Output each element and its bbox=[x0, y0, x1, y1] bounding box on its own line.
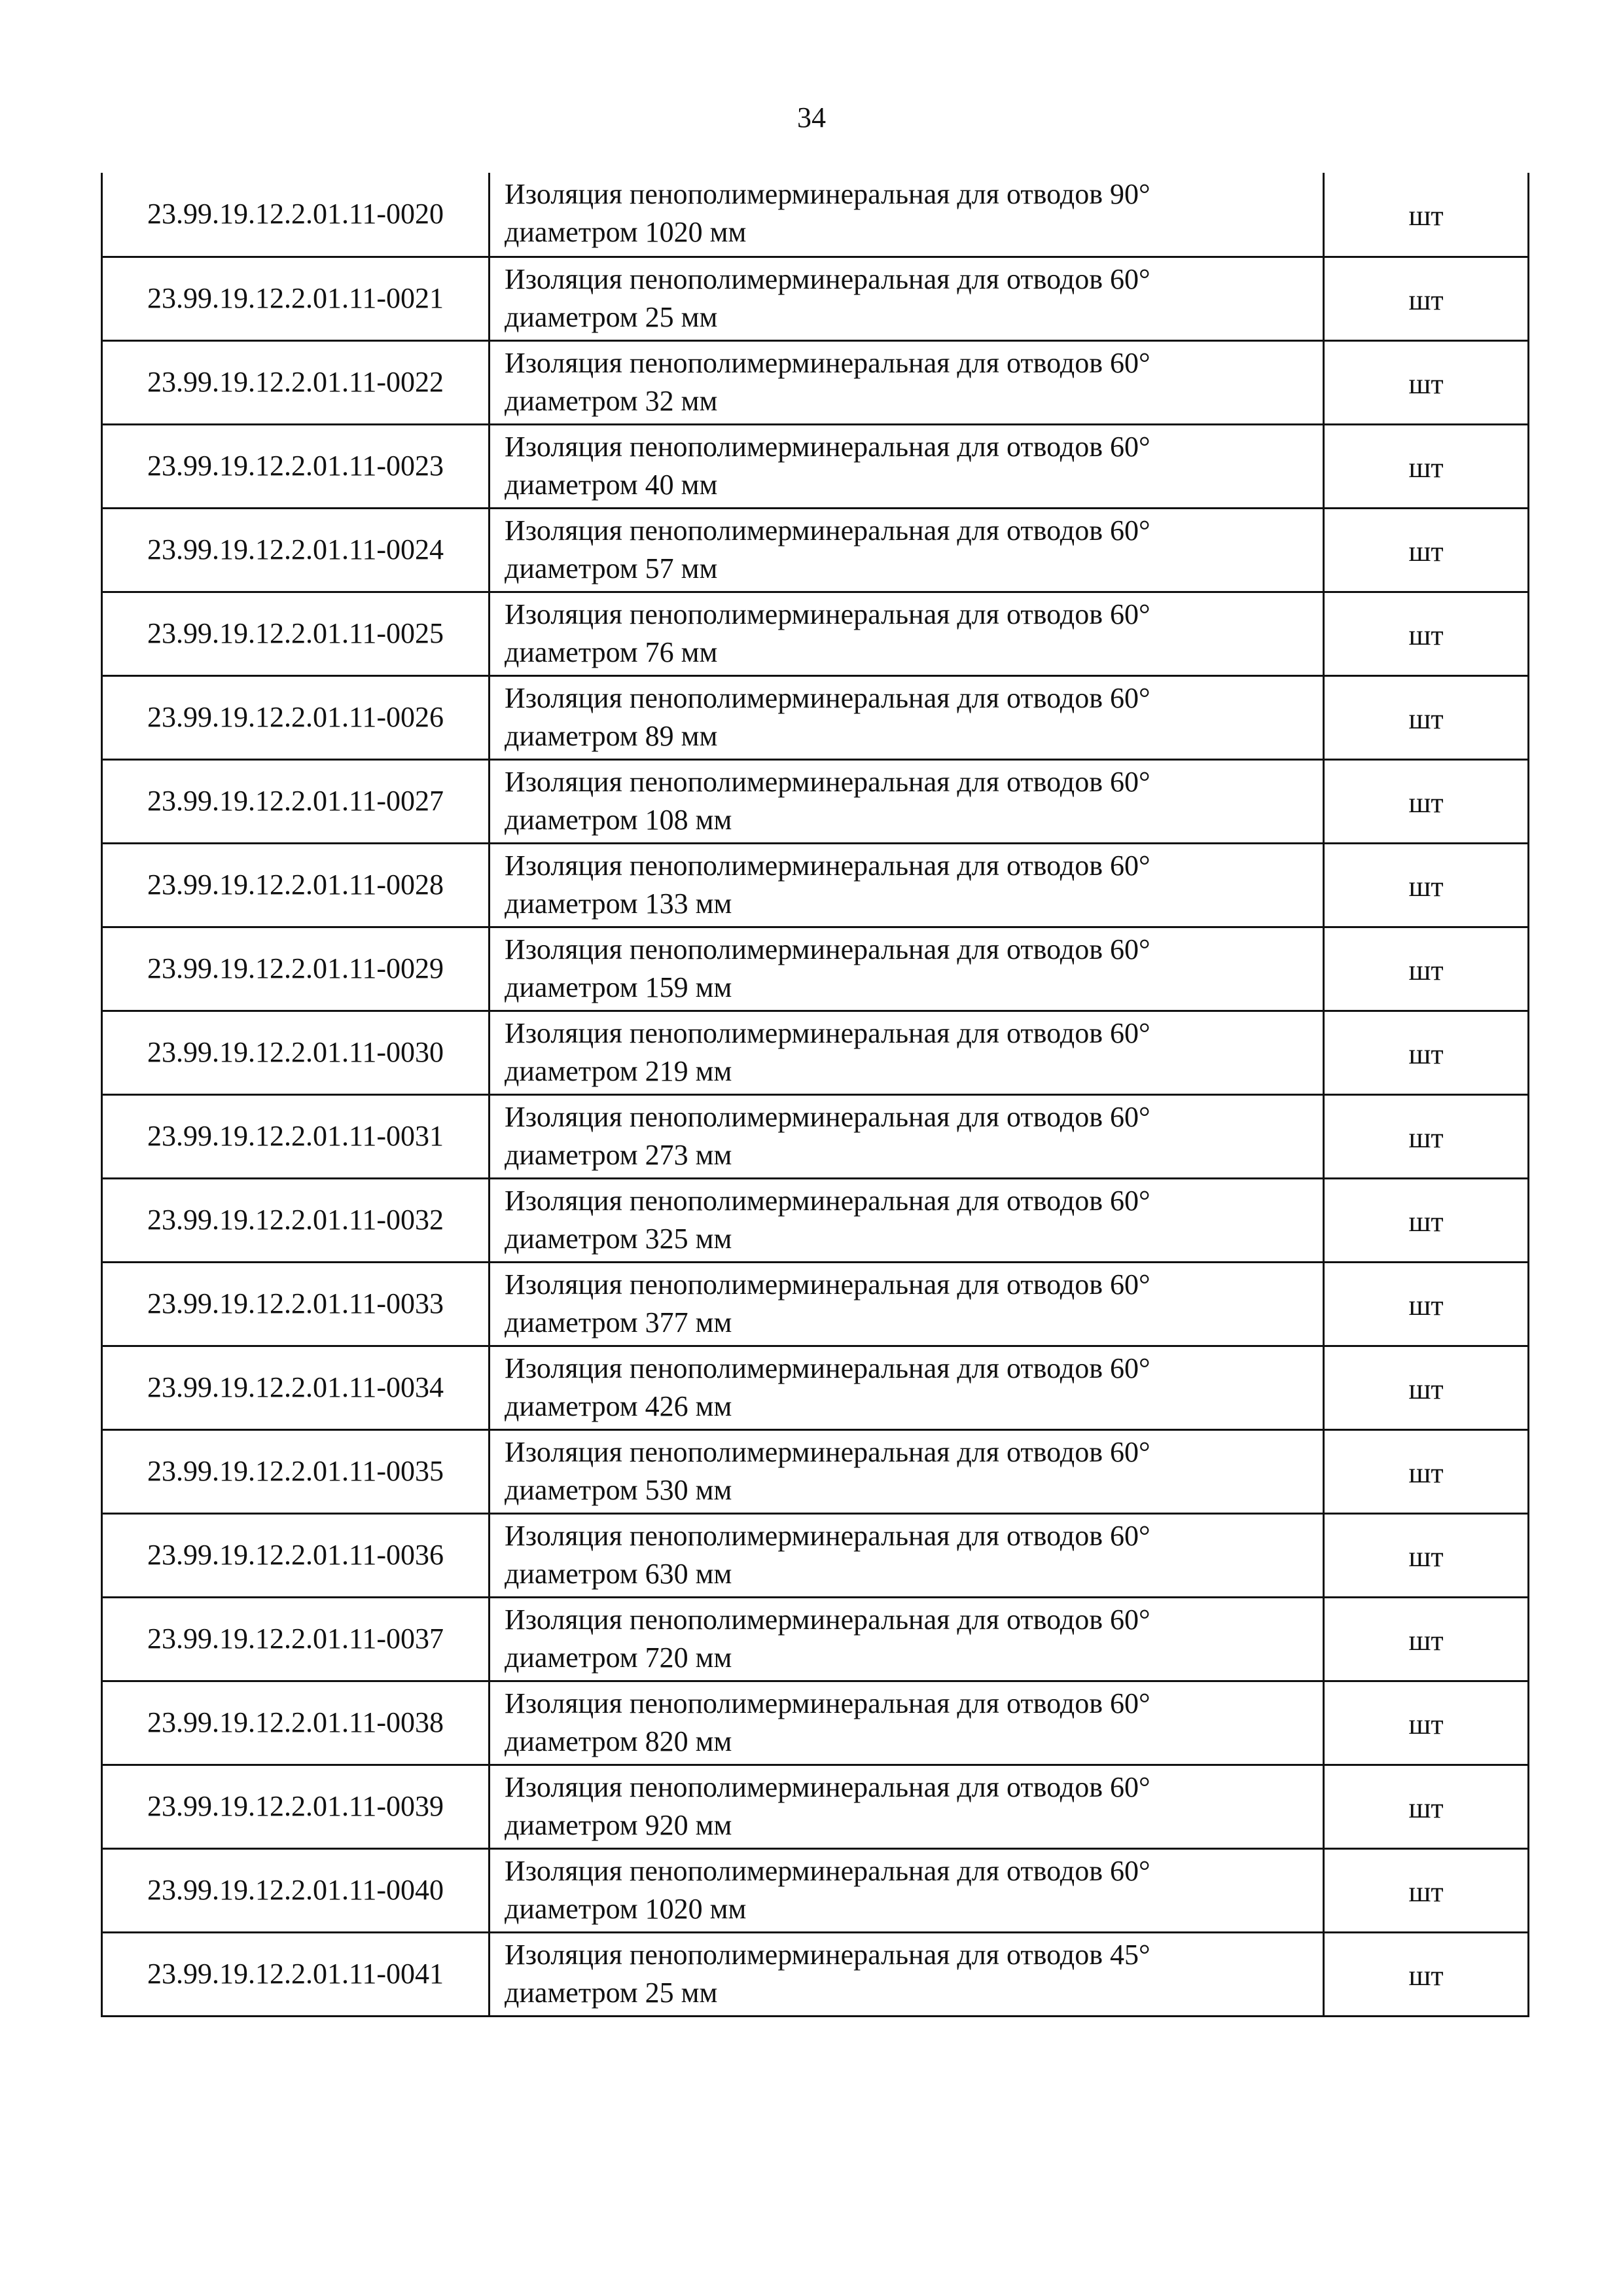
resource-code-cell: 23.99.19.12.2.01.11-0023 bbox=[102, 424, 490, 508]
resource-name-line-2: диаметром 25 мм bbox=[505, 1976, 718, 2009]
resource-name-line-1: Изоляция пенополимерминеральная для отводов 60° bbox=[505, 849, 1150, 882]
unit-cell: шт bbox=[1324, 1346, 1529, 1429]
resource-name-line-1: Изоляция пенополимерминеральная для отводов 60° bbox=[505, 1352, 1150, 1384]
table-body bbox=[102, 173, 1529, 2016]
resource-name-line-1: Изоляция пенополимерминеральная для отводов 90° bbox=[505, 178, 1150, 210]
resource-code-cell: 23.99.19.12.2.01.11-0020 bbox=[102, 173, 490, 257]
table-row bbox=[102, 257, 1529, 340]
table-row bbox=[102, 508, 1529, 592]
resource-name-line-1: Изоляция пенополимерминеральная для отводов 60° bbox=[505, 1268, 1150, 1300]
unit-cell: шт bbox=[1324, 1094, 1529, 1178]
resource-name-line-1: Изоляция пенополимерминеральная для отводов 60° bbox=[505, 1519, 1150, 1552]
resource-name-line-1: Изоляция пенополимерминеральная для отводов 60° bbox=[505, 1100, 1150, 1133]
resource-name-line-1: Изоляция пенополимерминеральная для отводов 60° bbox=[505, 346, 1150, 379]
unit-cell: шт bbox=[1324, 759, 1529, 843]
resource-code-cell: 23.99.19.12.2.01.11-0021 bbox=[102, 257, 490, 340]
table-row bbox=[102, 592, 1529, 675]
resource-name-cell bbox=[490, 1178, 1324, 1262]
table-row bbox=[102, 675, 1529, 759]
resource-name-line-1: Изоляция пенополимерминеральная для отводов 60° bbox=[505, 262, 1150, 295]
resource-name-cell bbox=[490, 1765, 1324, 1848]
resource-name-cell bbox=[490, 173, 1324, 257]
resource-name-line-2: диаметром 108 мм bbox=[505, 803, 732, 836]
resource-name-line-2: диаметром 820 мм bbox=[505, 1725, 732, 1757]
resource-code-cell: 23.99.19.12.2.01.11-0037 bbox=[102, 1597, 490, 1681]
table-row bbox=[102, 1597, 1529, 1681]
resource-name-line-1: Изоляция пенополимерминеральная для отводов 60° bbox=[505, 1603, 1150, 1636]
resource-name-line-1: Изоляция пенополимерминеральная для отводов 60° bbox=[505, 514, 1150, 547]
resource-name-line-1: Изоляция пенополимерминеральная для отводов 45° bbox=[505, 1938, 1150, 1971]
resource-code-cell: 23.99.19.12.2.01.11-0038 bbox=[102, 1681, 490, 1765]
unit-cell: шт bbox=[1324, 1178, 1529, 1262]
resource-name-line-1: Изоляция пенополимерминеральная для отводов 60° bbox=[505, 681, 1150, 714]
unit-cell: шт bbox=[1324, 1429, 1529, 1513]
resource-name-cell bbox=[490, 592, 1324, 675]
table-row bbox=[102, 1178, 1529, 1262]
resource-name-line-2: диаметром 920 мм bbox=[505, 1808, 732, 1841]
resource-name-line-1: Изоляция пенополимерминеральная для отводов 60° bbox=[505, 765, 1150, 798]
resource-name-line-1: Изоляция пенополимерминеральная для отводов 60° bbox=[505, 933, 1150, 965]
resource-name-cell bbox=[490, 1597, 1324, 1681]
resource-name-cell bbox=[490, 257, 1324, 340]
unit-cell: шт bbox=[1324, 173, 1529, 257]
resource-code-cell: 23.99.19.12.2.01.11-0035 bbox=[102, 1429, 490, 1513]
resource-name-line-2: диаметром 720 мм bbox=[505, 1641, 732, 1674]
table-row bbox=[102, 1513, 1529, 1597]
resource-name-line-2: диаметром 76 мм bbox=[505, 636, 718, 668]
resource-name-line-1: Изоляция пенополимерминеральная для отводов 60° bbox=[505, 1184, 1150, 1217]
resource-name-line-2: диаметром 219 мм bbox=[505, 1054, 732, 1087]
resource-table bbox=[101, 173, 1529, 2017]
table-row bbox=[102, 1346, 1529, 1429]
resource-name-line-1: Изоляция пенополимерминеральная для отводов 60° bbox=[505, 598, 1150, 630]
resource-name-cell bbox=[490, 1011, 1324, 1094]
table-row bbox=[102, 927, 1529, 1011]
unit-cell: шт bbox=[1324, 508, 1529, 592]
resource-code-cell: 23.99.19.12.2.01.11-0033 bbox=[102, 1262, 490, 1346]
resource-name-cell bbox=[490, 1094, 1324, 1178]
resource-name-cell bbox=[490, 927, 1324, 1011]
unit-cell: шт bbox=[1324, 1011, 1529, 1094]
resource-code-cell: 23.99.19.12.2.01.11-0031 bbox=[102, 1094, 490, 1178]
table-row bbox=[102, 1011, 1529, 1094]
resource-code-cell: 23.99.19.12.2.01.11-0024 bbox=[102, 508, 490, 592]
resource-name-cell bbox=[490, 340, 1324, 424]
table-row bbox=[102, 759, 1529, 843]
unit-cell: шт bbox=[1324, 257, 1529, 340]
resource-name-cell bbox=[490, 843, 1324, 927]
resource-name-cell bbox=[490, 1429, 1324, 1513]
resource-code-cell: 23.99.19.12.2.01.11-0039 bbox=[102, 1765, 490, 1848]
resource-name-line-2: диаметром 377 мм bbox=[505, 1306, 732, 1338]
resource-name-line-2: диаметром 133 мм bbox=[505, 887, 732, 920]
table-row bbox=[102, 1681, 1529, 1765]
resource-name-line-2: диаметром 57 мм bbox=[505, 552, 718, 584]
resource-name-cell bbox=[490, 424, 1324, 508]
unit-cell: шт bbox=[1324, 1681, 1529, 1765]
resource-name-line-2: диаметром 530 мм bbox=[505, 1473, 732, 1506]
resource-name-cell bbox=[490, 675, 1324, 759]
resource-name-line-1: Изоляция пенополимерминеральная для отводов 60° bbox=[505, 1854, 1150, 1887]
resource-name-cell bbox=[490, 1932, 1324, 2016]
resource-code-cell: 23.99.19.12.2.01.11-0028 bbox=[102, 843, 490, 927]
resource-name-line-2: диаметром 159 мм bbox=[505, 971, 732, 1003]
resource-name-line-2: диаметром 273 мм bbox=[505, 1138, 732, 1171]
page-number: 34 bbox=[797, 101, 826, 134]
unit-cell: шт bbox=[1324, 424, 1529, 508]
resource-name-line-2: диаметром 426 мм bbox=[505, 1390, 732, 1422]
resource-code-cell: 23.99.19.12.2.01.11-0029 bbox=[102, 927, 490, 1011]
resource-name-line-2: диаметром 325 мм bbox=[505, 1222, 732, 1255]
table-row bbox=[102, 1848, 1529, 1932]
resource-name-cell bbox=[490, 1262, 1324, 1346]
table-row bbox=[102, 1262, 1529, 1346]
resource-code-cell: 23.99.19.12.2.01.11-0036 bbox=[102, 1513, 490, 1597]
table-row bbox=[102, 1932, 1529, 2016]
resource-name-line-2: диаметром 89 мм bbox=[505, 719, 718, 752]
unit-cell: шт bbox=[1324, 592, 1529, 675]
table-row bbox=[102, 1094, 1529, 1178]
resource-name-cell bbox=[490, 759, 1324, 843]
unit-cell: шт bbox=[1324, 1848, 1529, 1932]
unit-cell: шт bbox=[1324, 1765, 1529, 1848]
resource-name-cell bbox=[490, 1346, 1324, 1429]
resource-name-line-1: Изоляция пенополимерминеральная для отводов 60° bbox=[505, 1687, 1150, 1719]
resource-code-cell: 23.99.19.12.2.01.11-0025 bbox=[102, 592, 490, 675]
unit-cell: шт bbox=[1324, 1262, 1529, 1346]
table-row bbox=[102, 424, 1529, 508]
unit-cell: шт bbox=[1324, 1513, 1529, 1597]
resource-name-line-2: диаметром 630 мм bbox=[505, 1557, 732, 1590]
resource-name-line-1: Изоляция пенополимерминеральная для отводов 60° bbox=[505, 1770, 1150, 1803]
unit-cell: шт bbox=[1324, 1932, 1529, 2016]
resource-code-cell: 23.99.19.12.2.01.11-0030 bbox=[102, 1011, 490, 1094]
resource-name-line-1: Изоляция пенополимерминеральная для отводов 60° bbox=[505, 1016, 1150, 1049]
unit-cell: шт bbox=[1324, 1597, 1529, 1681]
resource-name-line-1: Изоляция пенополимерминеральная для отводов 60° bbox=[505, 430, 1150, 463]
table-row bbox=[102, 1429, 1529, 1513]
resource-name-line-2: диаметром 32 мм bbox=[505, 384, 718, 417]
table-row bbox=[102, 340, 1529, 424]
table-row bbox=[102, 843, 1529, 927]
unit-cell: шт bbox=[1324, 675, 1529, 759]
resource-code-cell: 23.99.19.12.2.01.11-0022 bbox=[102, 340, 490, 424]
resource-code-cell: 23.99.19.12.2.01.11-0026 bbox=[102, 675, 490, 759]
resource-name-cell bbox=[490, 1513, 1324, 1597]
resource-name-cell bbox=[490, 508, 1324, 592]
unit-cell: шт bbox=[1324, 843, 1529, 927]
resource-code-cell: 23.99.19.12.2.01.11-0041 bbox=[102, 1932, 490, 2016]
unit-cell: шт bbox=[1324, 340, 1529, 424]
resource-name-cell bbox=[490, 1848, 1324, 1932]
resource-name-cell bbox=[490, 1681, 1324, 1765]
resource-name-line-2: диаметром 1020 мм bbox=[505, 216, 747, 248]
table-row bbox=[102, 1765, 1529, 1848]
resource-name-line-2: диаметром 40 мм bbox=[505, 468, 718, 501]
resource-name-line-2: диаметром 1020 мм bbox=[505, 1892, 747, 1925]
unit-cell: шт bbox=[1324, 927, 1529, 1011]
resource-code-cell: 23.99.19.12.2.01.11-0027 bbox=[102, 759, 490, 843]
resource-code-cell: 23.99.19.12.2.01.11-0032 bbox=[102, 1178, 490, 1262]
resource-name-line-1: Изоляция пенополимерминеральная для отводов 60° bbox=[505, 1435, 1150, 1468]
table-row bbox=[102, 173, 1529, 257]
resource-name-line-2: диаметром 25 мм bbox=[505, 300, 718, 333]
resource-code-cell: 23.99.19.12.2.01.11-0040 bbox=[102, 1848, 490, 1932]
resource-code-cell: 23.99.19.12.2.01.11-0034 bbox=[102, 1346, 490, 1429]
